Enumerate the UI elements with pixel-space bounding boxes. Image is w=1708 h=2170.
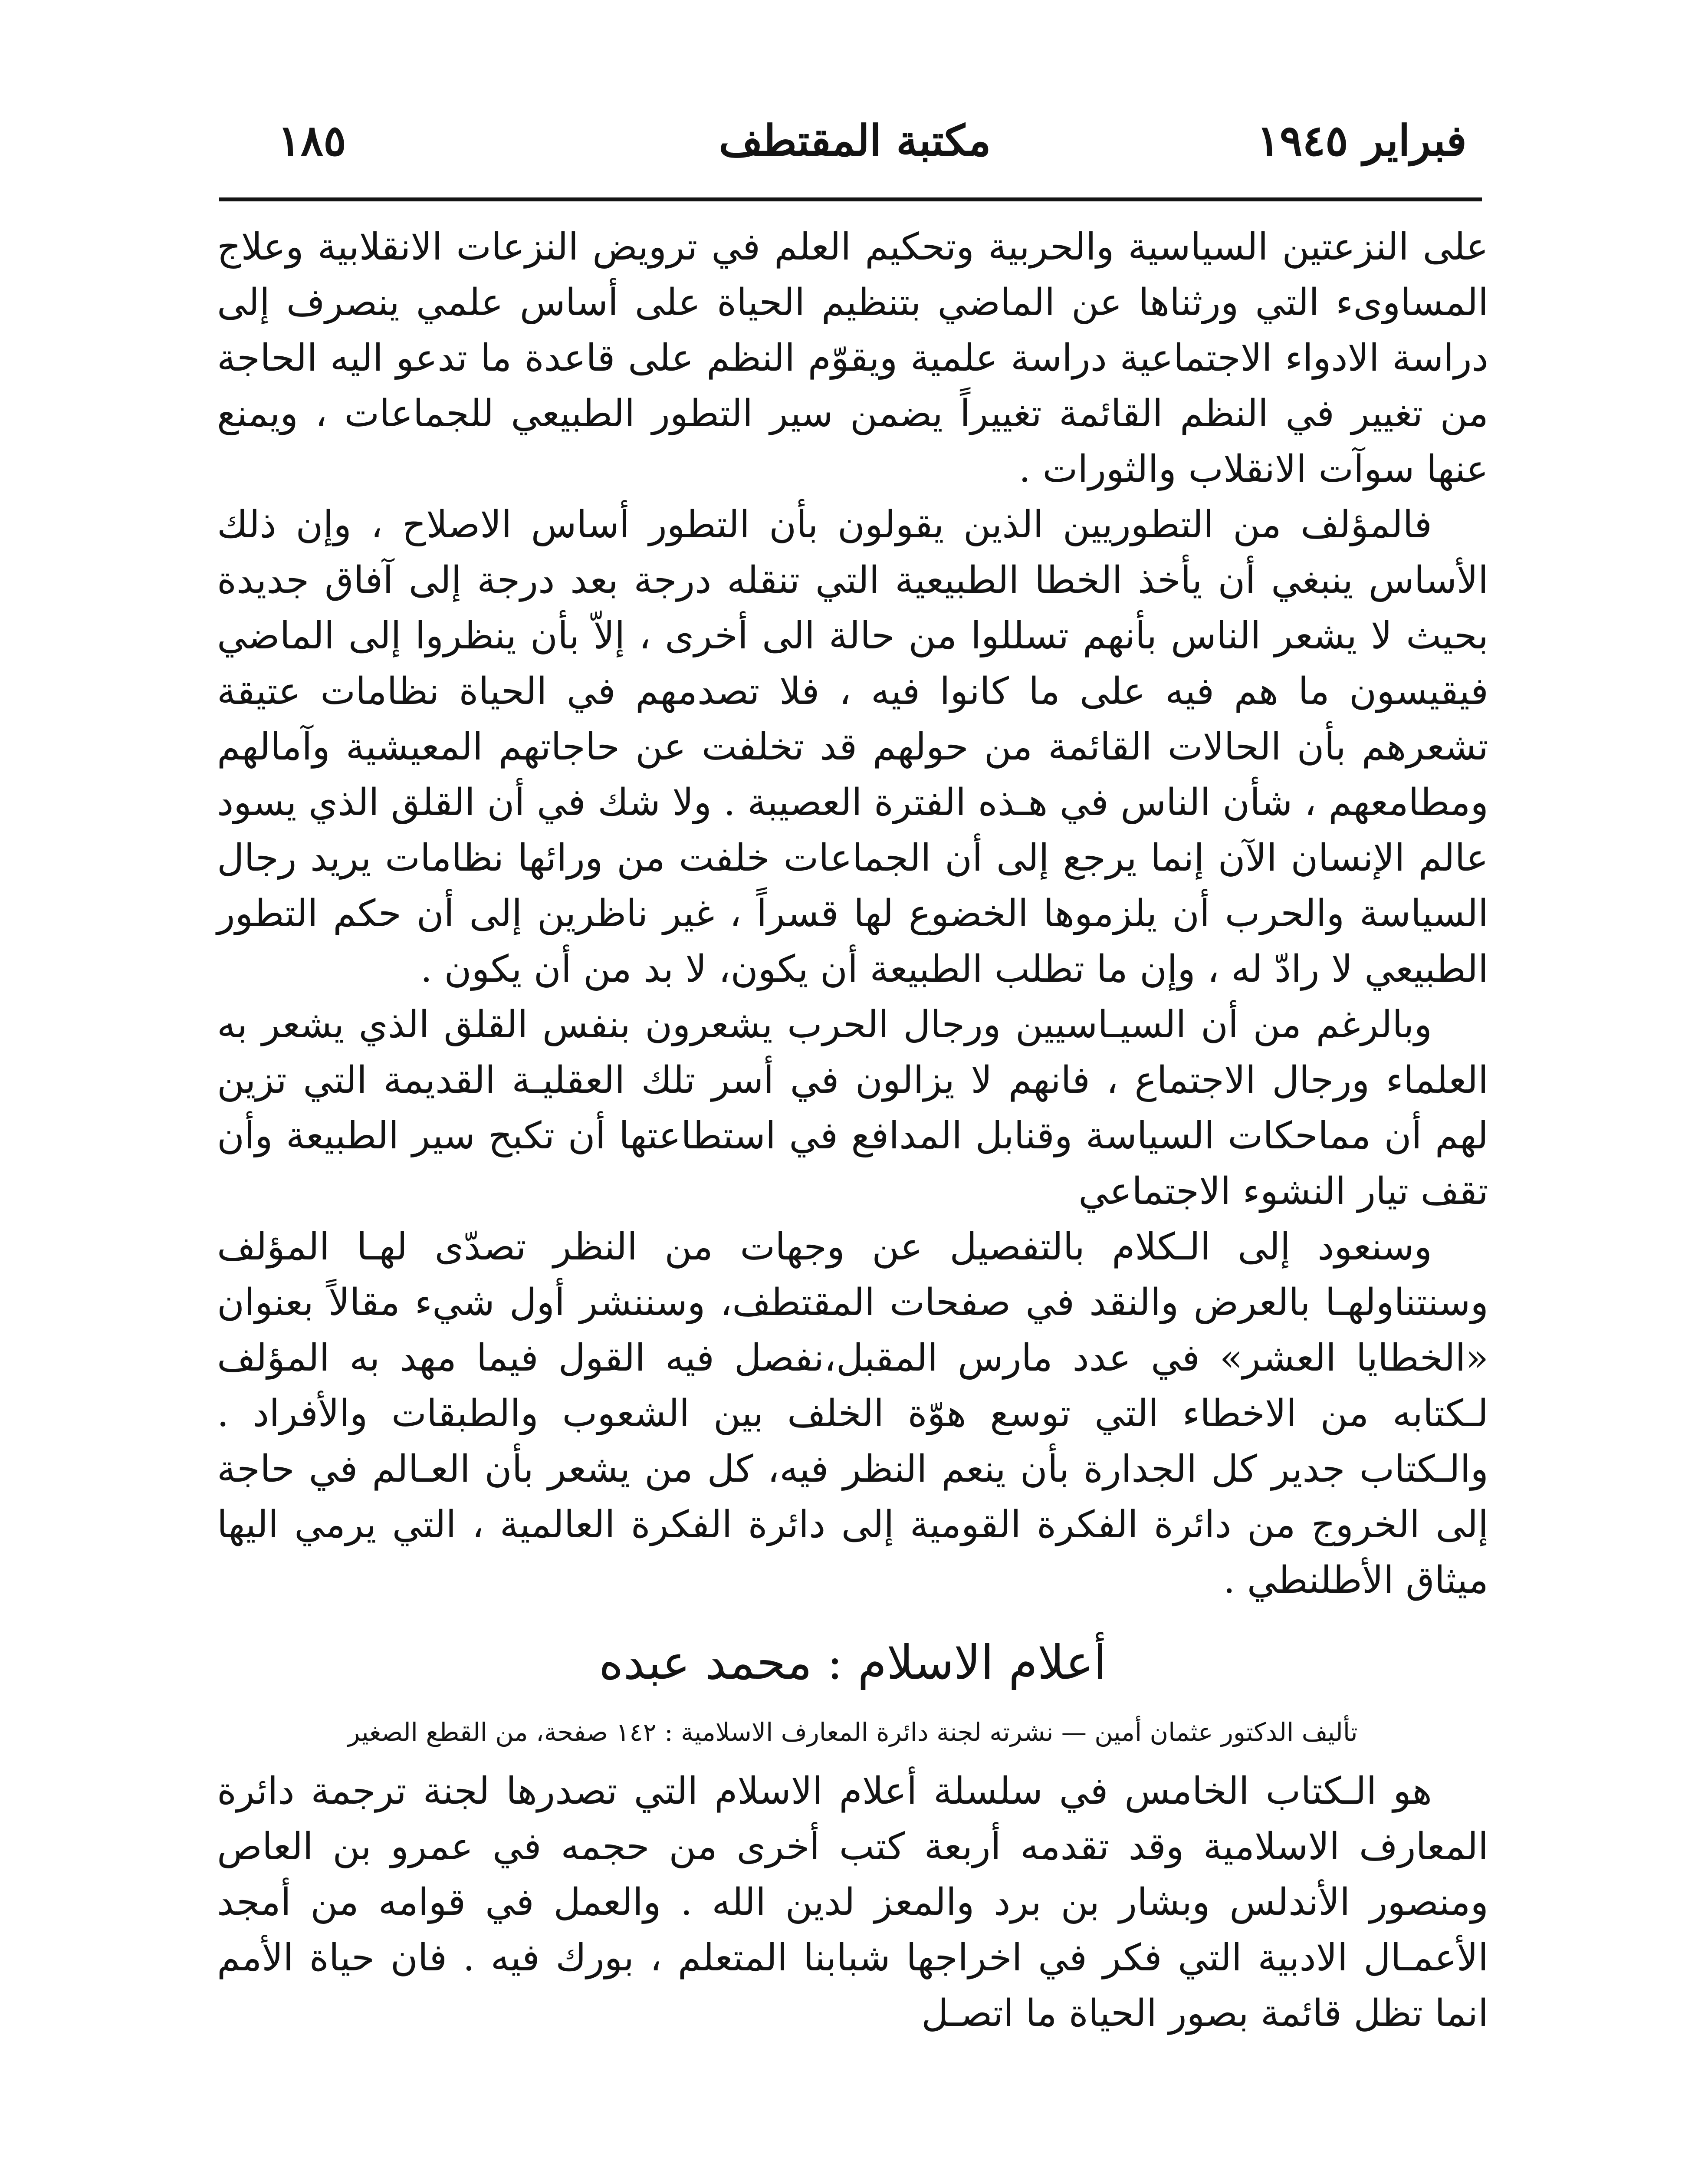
paragraph-2: فالمؤلف من التطوريين الذين يقولون بأن التطور أساس الاصلاح ، وإن ذلك الأساس ينبغي أن يأخذ الخطا الطبيعية التي تنقله درجة بعد درجة إلى آفاق جديدة بحيث لا يشعر الناس بأنهم تسللوا من حالة الى أخرى ، إلاّ بأن ينظروا إلى الماضي فيقيسون ما هم فيه على ما كانوا فيه ، فلا تصدمهم في الحياة نظامات عتيقة تشعرهم بأن الحالات القائمة من حولهم قد تخلفت عن حاجاتهم المعيشية وآمالهم ومطامعهم ، شأن الناس في هـذه الفترة العصيبة . ولا شك في أن القلق الذي يسود عالم الإنسان الآن إنما يرجع إلى أن الجماعات خلفت من ورائها نظامات يريد رجال السياسة والحرب أن يلزموها الخضوع لها قسراً ، غير ناظرين إلى أن حكم التطور الطبيعي لا رادّ له ، وإن ما تطلب الطبيعة أن يكون، لا بد من أن يكون . (217, 503, 1488, 991)
book-publication-details: تأليف الدكتور عثمان أمين — نشرته لجنة دائرة المعارف الاسلامية : ١٤٢ صفحة، من القطع الصغير (348, 1717, 1358, 1747)
paragraph-3: وبالرغم من أن السيـاسيين ورجال الحرب يشعرون بنفس القلق الذي يشعر به العلماء ورجال الاجتماع ، فانهم لا يزالون في أسر تلك العقليـة القديمة التي تزين لهم أن مماحكات السياسة وقنابل المدافع في استطاعتها أن تكبح سير الطبيعة وأن تقف تيار النشوء الاجتماعي (217, 1003, 1488, 1213)
paragraph-4: وسنعود إلى الـكلام بالتفصيل عن وجهات من النظر تصدّى لهـا المؤلف وسنتناولهـا بالعرض والنقد في صفحات المقتطف، وسننشر أول شيء مقالاً بعنوان «الخطايا العشر» في عدد مارس المقبل،نفصل فيه القول فيما مهد به المؤلف لـكتابه من الاخطاء التي توسع هوّة الخلف بين الشعوب والطبقات والأفراد . والـكتاب جدير كل الجدارة بأن ينعم النظر فيه، كل من يشعر بأن العـالم في حاجة إلى الخروج من دائرة الفكرة القومية إلى دائرة الفكرة العالمية ، التي يرمي اليها ميثاق الأطلنطي . (217, 1225, 1488, 1602)
article-body (217, 219, 1488, 2170)
header-rule (219, 197, 1482, 201)
issue-date: فبراير ١٩٤٥ (1257, 116, 1467, 166)
running-header (243, 108, 1467, 174)
page-number: ١٨٥ (278, 116, 346, 166)
paragraph-1: على النزعتين السياسية والحربية وتحكيم العلم في ترويض النزعات الانقلابية وعلاج المساوىء التي ورثناها عن الماضي بتنظيم الحياة على أساس علمي ينصرف إلى دراسة الادواء الاجتماعية دراسة علمية ويقوّم النظم على قاعدة ما تدعو اليه الحاجة من تغيير في النظم القائمة تغييراً يضمن سير التطور الطبيعي للجماعات ، ويمنع عنها سوآت الانقلاب والثورات . (217, 225, 1488, 491)
book-review-title: أعلام الاسلام : محمد عبده (599, 1636, 1107, 1690)
paragraph-5: هو الـكتاب الخامس في سلسلة أعلام الاسلام التي تصدرها لجنة ترجمة دائرة المعارف الاسلامية وقد تقدمه أربعة كتب أخرى من حجمه في عمرو بن العاص ومنصور الأندلس وبشار بن برد والمعز لدين الله . والعمل في قوامه من أمجد الأعمـال الادبية التي فكر في اخراجها شبابنا المتعلم ، بورك فيه . فان حياة الأمم انما تظل قائمة بصور الحياة ما اتصـل (217, 1769, 1488, 2035)
journal-section-title: مكتبة المقتطف (719, 116, 991, 166)
